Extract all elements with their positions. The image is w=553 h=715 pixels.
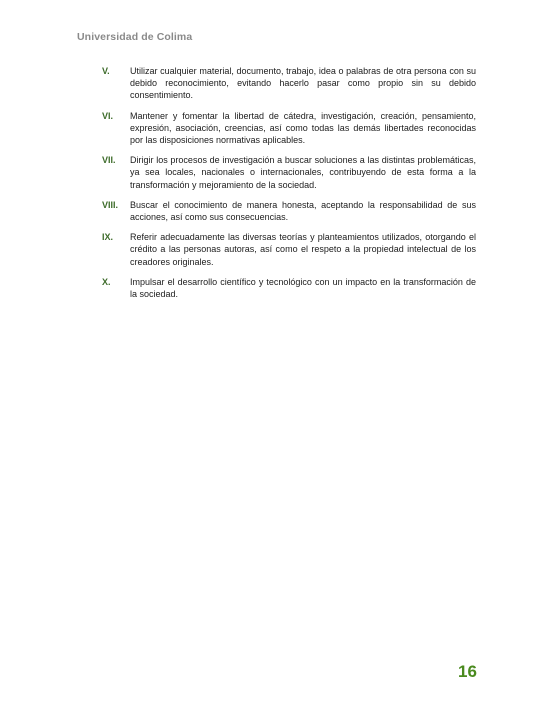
item-text: Impulsar el desarrollo científico y tecnológico con un impacto en la transformación de la sociedad. (130, 276, 476, 300)
item-text: Mantener y fomentar la libertad de cátedra, investigación, creación, pensamiento, expresión, asociación, creencias, así como todas las demás libertades reconocidas por las disposiciones normativas aplicables. (130, 110, 476, 146)
item-text: Dirigir los procesos de investigación a buscar soluciones a las distintas problemáticas, ya sea locales, nacionales o internacionales, contribuyendo de esta forma a la transformación y mejoramiento de la sociedad. (130, 155, 476, 190)
page-number: 16 (458, 662, 477, 681)
list-item (102, 65, 476, 102)
list-item (102, 231, 476, 268)
item-text: Buscar el conocimiento de manera honesta, aceptando la responsabilidad de sus acciones, así como sus consecuencias. (130, 199, 476, 223)
item-numeral: VI. (102, 110, 114, 121)
principles-list (102, 65, 476, 308)
item-numeral: IX. (102, 232, 114, 243)
list-item (102, 276, 476, 300)
item-numeral: X. (102, 276, 111, 287)
item-text: Utilizar cualquier material, documento, trabajo, idea o palabras de otra persona con su debido reconocimiento, evitando hacerlo pasar como propio sin su debido consentimiento. (130, 66, 476, 101)
list-item (102, 199, 476, 223)
list-item (102, 154, 476, 191)
list-item (102, 110, 476, 147)
item-numeral: V. (102, 66, 110, 76)
item-numeral: VIII. (102, 199, 119, 210)
running-header: Universidad de Colima (77, 31, 193, 43)
item-text: Referir adecuadamente las diversas teorías y planteamientos utilizados, otorgando el crédito a las personas autoras, así como el respeto a la propiedad intelectual de los creadores originales. (130, 232, 476, 267)
item-numeral: VII. (102, 155, 116, 166)
